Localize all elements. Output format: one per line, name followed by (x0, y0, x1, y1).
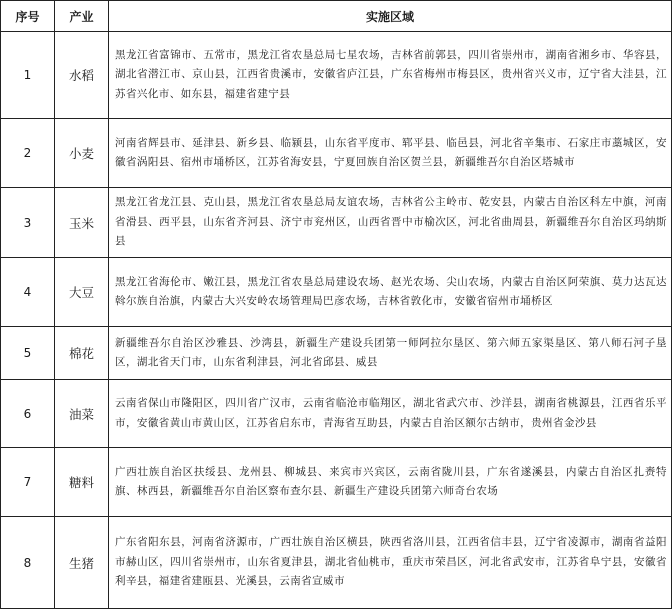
table-row (1, 327, 672, 380)
row-industry: 糖料 (55, 448, 109, 517)
row-serial: 1 (1, 32, 55, 119)
header-serial: 序号 (1, 1, 55, 32)
row-areas: 新疆维吾尔自治区沙雅县、沙湾县，新疆生产建设兵团第一师阿拉尔垦区、第六师五家渠垦区、第八师石河子垦区，湖北省天门市，山东省利津县，河北省邱县、威县 (109, 327, 672, 380)
row-industry: 小麦 (55, 119, 109, 188)
table-row (1, 119, 672, 188)
row-industry: 油菜 (55, 380, 109, 448)
row-serial: 7 (1, 448, 55, 517)
row-serial: 8 (1, 517, 55, 609)
table-row (1, 517, 672, 609)
table-row (1, 258, 672, 327)
row-areas: 黑龙江省海伦市、嫩江县，黑龙江省农垦总局建设农场、赵光农场、尖山农场，内蒙古自治区阿荣旗、莫力达瓦达斡尔族自治旗，内蒙古大兴安岭农场管理局巴彦农场，吉林省敦化市，安徽省宿州市埇桥区 (109, 258, 672, 327)
table-row (1, 188, 672, 258)
row-areas: 黑龙江省龙江县、克山县，黑龙江省农垦总局友谊农场，吉林省公主岭市、乾安县，内蒙古自治区科左中旗，河南省滑县、西平县，山东省齐河县、济宁市兖州区，山西省晋中市榆次区，河北省曲周县，新疆维吾尔自治区玛纳斯县 (109, 188, 672, 258)
row-areas: 河南省辉县市、延津县、新乡县、临颍县，山东省平度市、郓平县、临邑县，河北省辛集市、石家庄市藁城区，安徽省涡阳县、宿州市埇桥区，江苏省海安县，宁夏回族自治区贺兰县，新疆维吾尔自治区塔城市 (109, 119, 672, 188)
table-row (1, 380, 672, 448)
row-serial: 4 (1, 258, 55, 327)
header-areas: 实施区域 (109, 1, 672, 32)
row-areas: 云南省保山市隆阳区，四川省广汉市，云南省临沧市临翔区，湖北省武穴市、沙洋县，湖南省桃源县，江西省乐平市，安徽省黄山市黄山区，江苏省启东市，青海省互助县，内蒙古自治区额尔古纳市，贵州省金沙县 (109, 380, 672, 448)
row-serial: 6 (1, 380, 55, 448)
row-areas: 广西壮族自治区扶绥县、龙州县、柳城县、来宾市兴宾区，云南省陇川县，广东省遂溪县，内蒙古自治区扎赉特旗、林西县，新疆维吾尔自治区察布查尔县、新疆生产建设兵团第六师奇台农场 (109, 448, 672, 517)
row-industry: 水稻 (55, 32, 109, 119)
row-areas: 广东省阳东县，河南省济源市，广西壮族自治区横县，陕西省洛川县，江西省信丰县，辽宁省凌源市，湖南省益阳市赫山区，四川省崇州市，山东省夏津县，湖北省仙桃市，重庆市荣昌区，河北省武安市，江苏省阜宁县，安徽省利辛县，福建省建瓯县、光溪县，云南省宣威市 (109, 517, 672, 609)
row-serial: 5 (1, 327, 55, 380)
table-row (1, 448, 672, 517)
header-industry: 产业 (55, 1, 109, 32)
row-industry: 玉米 (55, 188, 109, 258)
row-serial: 3 (1, 188, 55, 258)
header-row (1, 1, 672, 32)
table-row (1, 32, 672, 119)
row-industry: 大豆 (55, 258, 109, 327)
row-areas: 黑龙江省富锦市、五常市，黑龙江省农垦总局七星农场，吉林省前郭县，四川省崇州市，湖南省湘乡市、华容县，湖北省潜江市、京山县，江西省贵溪市，安徽省庐江县，广东省梅州市梅县区，贵州省兴义市，辽宁省大洼县，江苏省兴化市、如东县，福建省建宁县 (109, 32, 672, 119)
row-industry: 生猪 (55, 517, 109, 609)
row-serial: 2 (1, 119, 55, 188)
row-industry: 棉花 (55, 327, 109, 380)
